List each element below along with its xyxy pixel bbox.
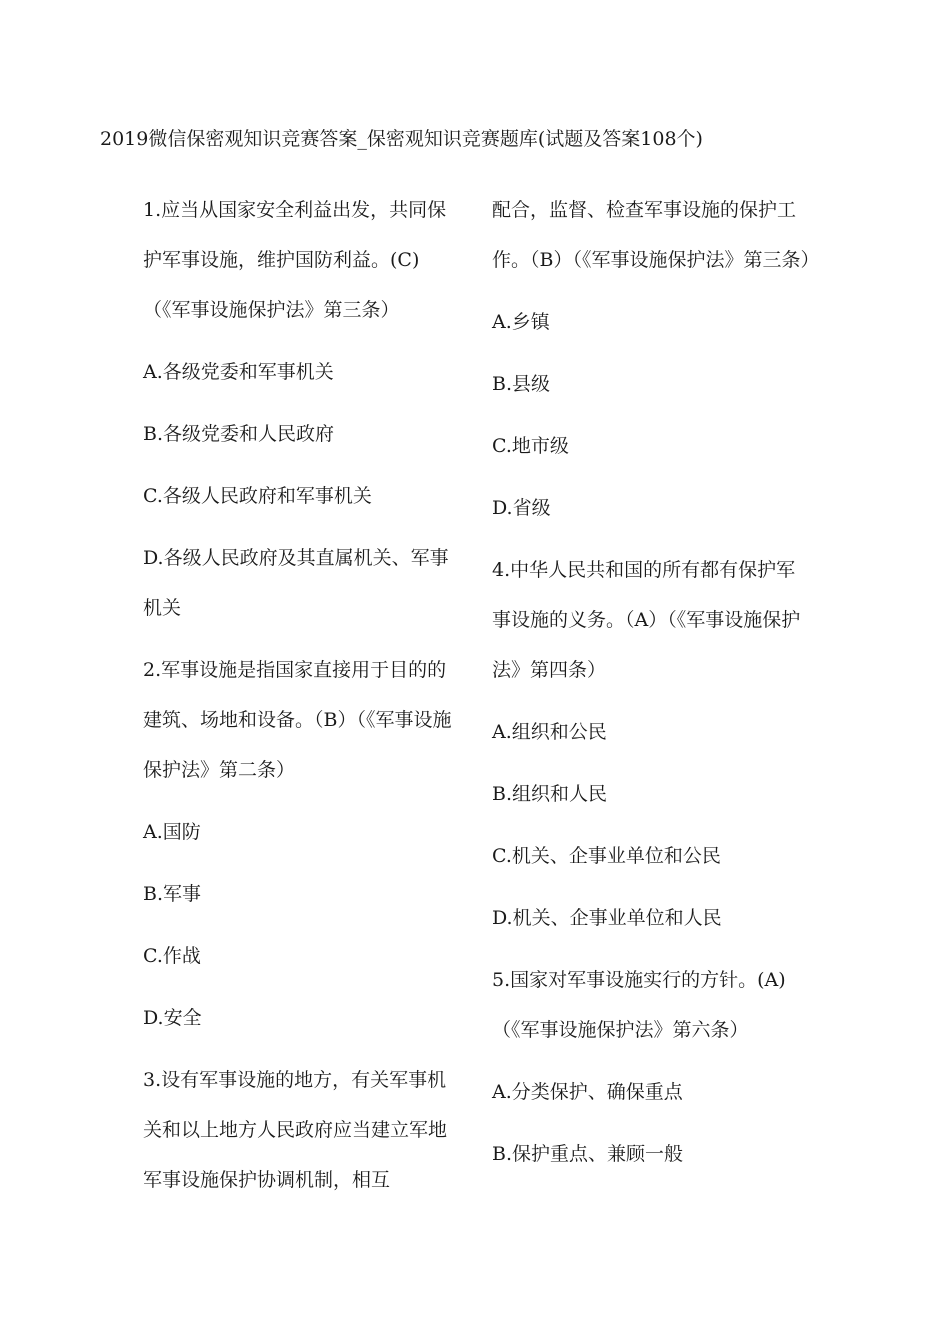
question-3-text-continued: 配合，监督、检查军事设施的保护工作。（B）（《军事设施保护法》第三条）: [492, 199, 820, 271]
question-2-option-c: C.作战: [143, 945, 201, 967]
question-1-option-a: A.各级党委和军事机关: [143, 361, 334, 383]
question-4-option-b: B.组织和人民: [492, 783, 608, 805]
question-1-option-b: B.各级党委和人民政府: [143, 423, 335, 445]
right-column: [492, 185, 820, 1191]
question-5-option-a: A.分类保护、确保重点: [492, 1081, 683, 1103]
question-2-option-b: B.军事: [143, 883, 202, 905]
question-3-text: 3.设有军事设施的地方，有关军事机关和以上地方人民政府应当建立军地军事设施保护协调机制，相互: [143, 1069, 448, 1191]
question-4-text: 4.中华人民共和国的所有都有保护军事设施的义务。（A）（《军事设施保护法》第四条）: [492, 559, 801, 681]
question-2-option-a: A.国防: [143, 821, 201, 843]
question-2-text: 2.军事设施是指国家直接用于目的的建筑、场地和设备。（B）（《军事设施保护法》第二条）: [143, 659, 452, 781]
question-3-option-b: B.县级: [492, 373, 551, 395]
question-5-option-b: B.保护重点、兼顾一般: [492, 1143, 684, 1165]
question-1-option-c: C.各级人民政府和军事机关: [143, 485, 372, 507]
question-3-option-a: A.乡镇: [492, 311, 550, 333]
question-2-option-d: D.安全: [143, 1007, 202, 1029]
question-4-option-c: C.机关、企事业单位和公民: [492, 845, 721, 867]
left-column: [143, 185, 461, 1217]
document-title: 2019微信保密观知识竞赛答案_保密观知识竞赛题库(试题及答案108个): [100, 128, 703, 150]
question-1-text: 1.应当从国家安全利益出发，共同保护军事设施，维护国防利益。(C)（《军事设施保护法》第三条）: [143, 199, 447, 321]
question-5-text: 5.国家对军事设施实行的方针。(A)（《军事设施保护法》第六条）: [492, 969, 786, 1041]
question-4-option-d: D.机关、企事业单位和人民: [492, 907, 722, 929]
question-4-option-a: A.组织和公民: [492, 721, 607, 743]
question-3-option-d: D.省级: [492, 497, 551, 519]
question-1-option-d: D.各级人民政府及其直属机关、军事机关: [143, 547, 449, 619]
question-3-option-c: C.地市级: [492, 435, 569, 457]
